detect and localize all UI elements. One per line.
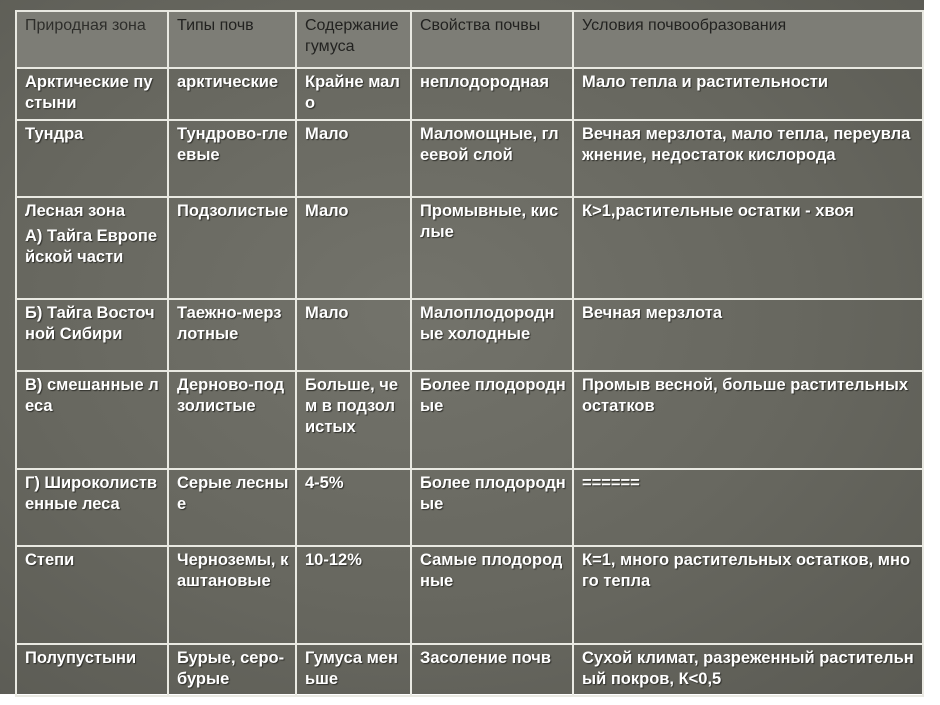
- cell-properties: Малоплодородные холодные: [411, 299, 573, 371]
- cell-conditions: Промыв весной, больше растительных остатков: [573, 371, 923, 469]
- soil-zones-table: [15, 10, 924, 697]
- cell-zone: В) смешанные леса: [16, 371, 168, 469]
- cell-soil-type: арктические: [168, 68, 296, 120]
- cell-properties: неплодородная: [411, 68, 573, 120]
- cell-soil-type: Подзолистые: [168, 197, 296, 299]
- header-soil-type: Типы почв: [168, 11, 296, 68]
- table-header-row: [16, 11, 923, 68]
- cell-properties: Маломощные, глеевой слой: [411, 120, 573, 197]
- cell-soil-type: Бурые, серо-бурые: [168, 644, 296, 696]
- table-row: [16, 197, 923, 299]
- header-conditions: Условия почвообразования: [573, 11, 923, 68]
- header-humus: Содержание гумуса: [296, 11, 411, 68]
- table-row: [16, 644, 923, 696]
- table-row: [16, 299, 923, 371]
- cell-zone: Полупустыни: [16, 644, 168, 696]
- cell-conditions: К>1,растительные остатки - хвоя: [573, 197, 923, 299]
- cell-humus: Больше, чем в подзолистых: [296, 371, 411, 469]
- cell-humus: Мало: [296, 197, 411, 299]
- cell-soil-type: Дерново-подзолистые: [168, 371, 296, 469]
- table-row: [16, 546, 923, 644]
- cell-properties: Более плодородные: [411, 371, 573, 469]
- header-properties: Свойства почвы: [411, 11, 573, 68]
- cell-properties: Засоление почв: [411, 644, 573, 696]
- zone-subtitle: А) Тайга Европейской части: [25, 227, 158, 266]
- cell-conditions: Вечная мерзлота, мало тепла, переувлажнение, недостаток кислорода: [573, 120, 923, 197]
- cell-humus: Мало: [296, 299, 411, 371]
- cell-zone: Степи: [16, 546, 168, 644]
- cell-zone: Г) Широколиственные леса: [16, 469, 168, 546]
- cell-humus: 10-12%: [296, 546, 411, 644]
- cell-soil-type: Таежно-мерзлотные: [168, 299, 296, 371]
- cell-properties: Более плодородные: [411, 469, 573, 546]
- cell-conditions: Мало тепла и растительности: [573, 68, 923, 120]
- cell-conditions: ======: [573, 469, 923, 546]
- cell-humus: Гумуса меньше: [296, 644, 411, 696]
- table-row: [16, 68, 923, 120]
- cell-zone: [16, 197, 168, 299]
- cell-humus: 4-5%: [296, 469, 411, 546]
- cell-conditions: Вечная мерзлота: [573, 299, 923, 371]
- cell-zone: Тундра: [16, 120, 168, 197]
- cell-zone: Б) Тайга Восточной Сибири: [16, 299, 168, 371]
- cell-zone: Арктические пустыни: [16, 68, 168, 120]
- cell-humus: Крайне мало: [296, 68, 411, 120]
- cell-soil-type: Серые лесные: [168, 469, 296, 546]
- table-row: [16, 371, 923, 469]
- cell-soil-type: Тундрово-глеевые: [168, 120, 296, 197]
- cell-humus: Мало: [296, 120, 411, 197]
- table-row: [16, 120, 923, 197]
- table-row: [16, 469, 923, 546]
- cell-properties: Промывные, кислые: [411, 197, 573, 299]
- cell-soil-type: Черноземы, каштановые: [168, 546, 296, 644]
- cell-conditions: К=1, много растительных остатков, много тепла: [573, 546, 923, 644]
- header-zone: Природная зона: [16, 11, 168, 68]
- cell-properties: Самые плодородные: [411, 546, 573, 644]
- cell-conditions: Сухой климат, разреженный растительный покров, К<0,5: [573, 644, 923, 696]
- zone-title: Лесная зона: [25, 202, 126, 220]
